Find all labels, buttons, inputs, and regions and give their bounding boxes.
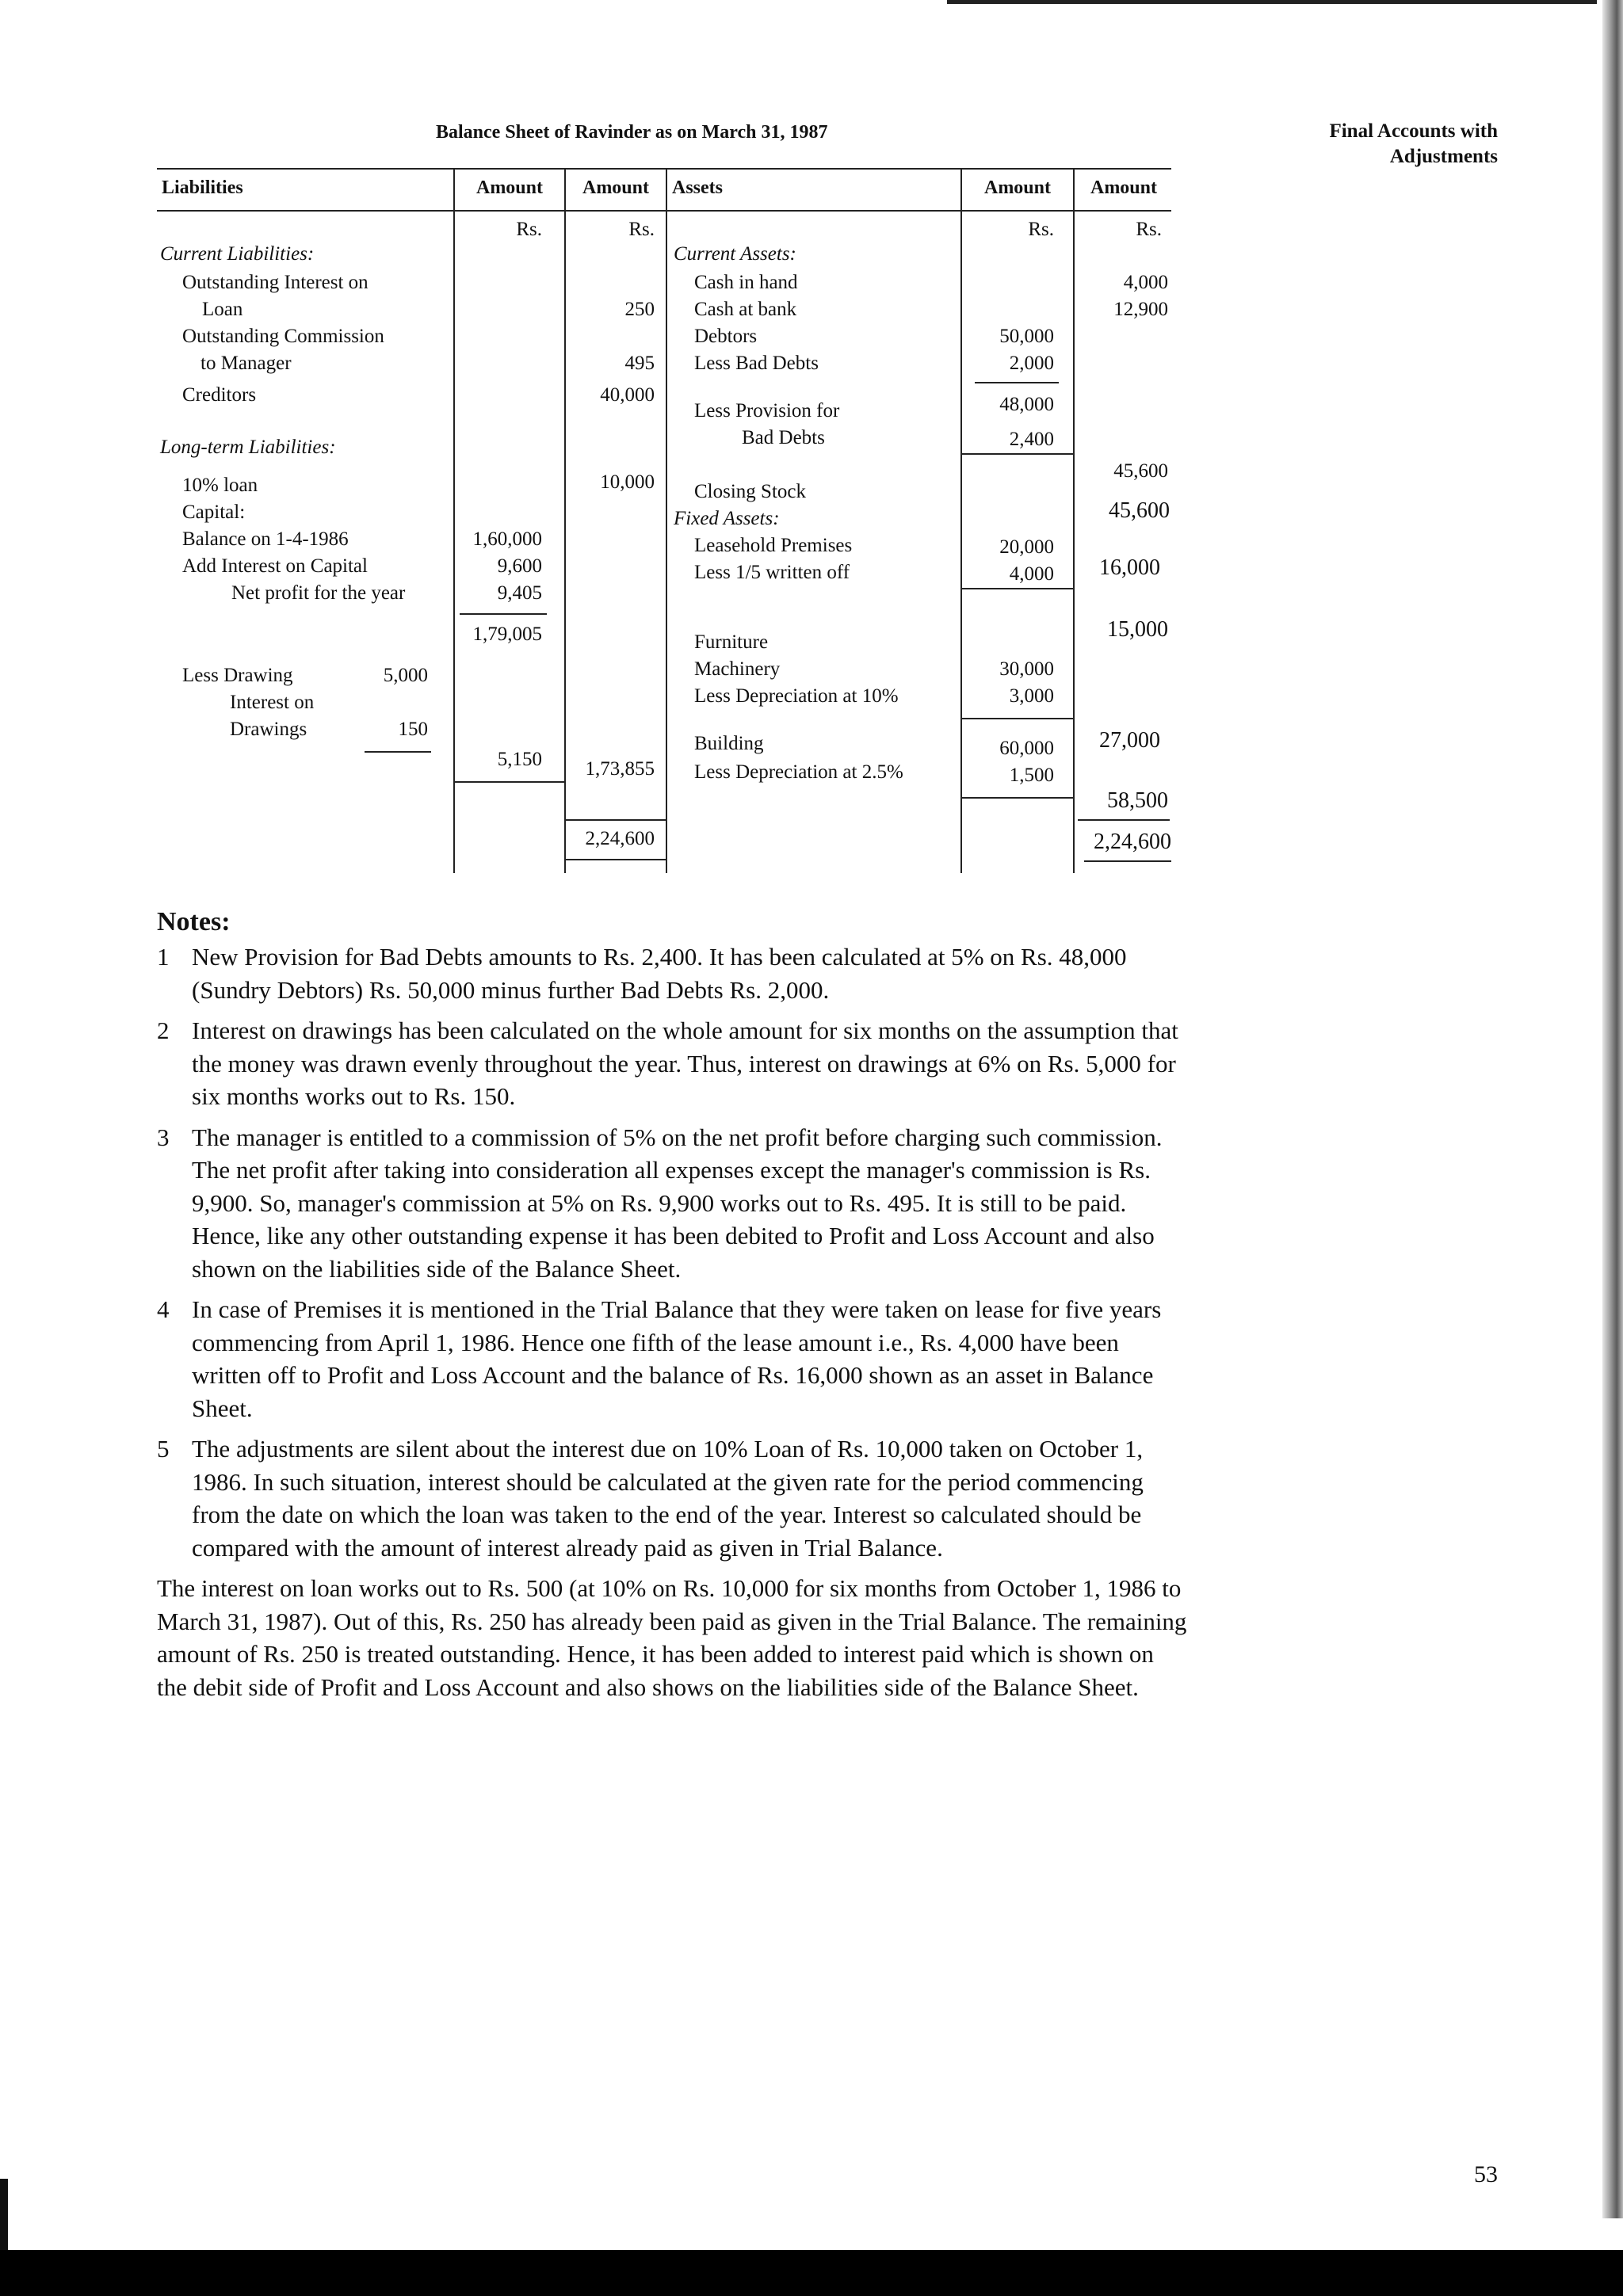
cash-in-hand-label: Cash in hand: [694, 272, 798, 293]
add-interest-amount: 9,600: [497, 555, 542, 577]
furniture-amount: 15,000: [1107, 617, 1168, 642]
note-item: [157, 940, 1187, 1006]
col-divider-3: [666, 168, 667, 873]
furniture-label: Furniture: [694, 631, 769, 653]
less-bad-debts-amount: 2,000: [1009, 353, 1054, 374]
note-item: [157, 1432, 1187, 1564]
closing-stock-label: Closing Stock: [694, 481, 806, 502]
machinery-rule: [962, 718, 1073, 719]
outstanding-interest-label-cont: Loan: [202, 299, 243, 320]
assets-total-top-rule: [1078, 819, 1170, 821]
outstanding-commission-label-cont: to Manager: [200, 353, 292, 374]
less-drawing-label: Less Drawing: [182, 665, 293, 686]
leasehold-net-amount: 16,000: [1099, 555, 1160, 580]
cash-at-bank-label: Cash at bank: [694, 299, 797, 320]
building-amount: 60,000: [999, 738, 1054, 759]
creditors-amount: 40,000: [600, 384, 655, 406]
less-written-off-amount: 4,000: [1009, 563, 1054, 585]
outstanding-interest-label: Outstanding Interest on: [182, 272, 369, 293]
less-drawing-amount: 5,000: [383, 665, 428, 686]
table-header-rule: [157, 210, 1171, 212]
running-header: Final Accounts with Adjustments: [1329, 120, 1498, 167]
cash-at-bank-amount: 12,900: [1113, 299, 1168, 320]
notes-section: [157, 907, 1187, 1703]
notes-heading: Notes:: [157, 907, 231, 936]
machinery-net-amount: 27,000: [1099, 728, 1160, 753]
note-item: [157, 1293, 1187, 1425]
long-term-liabilities-heading: Long-term Liabilities:: [160, 437, 336, 458]
closing-stock-amount: 45,600: [1109, 498, 1170, 523]
debtors-rule: [975, 382, 1059, 383]
capital-label: Capital:: [182, 502, 246, 523]
less-written-off-label: Less 1/5 written off: [694, 562, 850, 583]
note-item: [157, 1121, 1187, 1286]
header-amount-4: Amount: [1090, 177, 1157, 198]
left-scan-edge: [0, 2179, 8, 2250]
note-text: The manager is entitled to a commission of 5% on the net profit before charging such commission. The net profit after taking into consideration all expenses except the manager's commission is Rs. 9,900. So, manager's commission at 5% on Rs. 9,900 works out to Rs. 495. It is still to be paid. Hence, like any other outstanding expense it has been debited to Profit and Loss Account and also shown on the liabilities side of the Balance Sheet.: [192, 1123, 1163, 1283]
fixed-assets-heading: Fixed Assets:: [674, 508, 780, 529]
leasehold-rule: [962, 588, 1073, 589]
less-provision-amount: 2,400: [1009, 429, 1054, 450]
interest-on-drawings-label-cont: Drawings: [230, 719, 307, 740]
drawings-rule: [365, 751, 431, 753]
less-depreciation-25-amount: 1,500: [1009, 765, 1054, 786]
add-interest-label: Add Interest on Capital: [182, 555, 368, 577]
currency-label: Rs.: [516, 219, 542, 240]
less-provision-label-cont: Bad Debts: [742, 427, 825, 448]
net-profit-label: Net profit for the year: [231, 582, 406, 604]
currency-label: Rs.: [1136, 219, 1162, 240]
interest-on-drawings-amount: 150: [398, 719, 428, 740]
loan-label: 10% loan: [182, 475, 258, 496]
outstanding-commission-amount: 495: [624, 353, 655, 374]
header-assets: Assets: [672, 177, 723, 198]
leasehold-premises-label: Leasehold Premises: [694, 535, 853, 556]
less-depreciation-10-amount: 3,000: [1009, 685, 1054, 707]
liabilities-total-bottom-rule: [566, 859, 666, 860]
deduction-rule: [455, 781, 564, 783]
note-number: 3: [157, 1123, 170, 1151]
outstanding-commission-label: Outstanding Commission: [182, 326, 384, 347]
current-assets-heading: Current Assets:: [674, 243, 796, 265]
building-rule: [962, 797, 1073, 799]
creditors-label: Creditors: [182, 384, 257, 406]
provision-rule: [962, 453, 1073, 455]
leasehold-premises-amount: 20,000: [999, 536, 1054, 558]
less-depreciation-25-label: Less Depreciation at 2.5%: [694, 761, 903, 783]
note-number: 1: [157, 943, 170, 971]
bottom-scan-bar: [0, 2250, 1623, 2296]
notes-closing-paragraph: The interest on loan works out to Rs. 500 (at 10% on Rs. 10,000 for six months from October 1, 1986 to March 31, 1987). Out of this, Rs. 250 has already been paid as given in the Trial Balance. The remaining amount of Rs. 250 is treated outstanding. Hence, it has been added to interest paid which is shown on the debit side of Profit and Loss Account and also shows on the liabilities side of the Balance Sheet.: [157, 1574, 1187, 1701]
header-amount-1: Amount: [475, 177, 543, 198]
debtors-amount: 50,000: [999, 326, 1054, 347]
top-rule: [947, 0, 1597, 4]
note-number: 2: [157, 1016, 170, 1044]
liabilities-total: 2,24,600: [585, 828, 655, 849]
interest-on-drawings-label: Interest on: [230, 692, 315, 713]
current-liabilities-heading: Current Liabilities:: [160, 243, 315, 265]
currency-label: Rs.: [628, 219, 655, 240]
deduction-total: 5,150: [497, 749, 542, 770]
building-net-amount: 58,500: [1107, 788, 1168, 813]
assets-total-bottom-rule: [1084, 860, 1171, 862]
note-text: In case of Premises it is mentioned in the Trial Balance that they were taken on lease for five years commencing from April 1, 1986. Hence one fifth of the lease amount i.e., Rs. 4,000 have been written off to Profit and Loss Account and the balance of Rs. 16,000 shown as an asset in Balance Sheet.: [192, 1295, 1162, 1422]
capital-balance-label: Balance on 1-4-1986: [182, 528, 349, 550]
debtors-label: Debtors: [694, 326, 758, 347]
table-top-rule: [157, 168, 1171, 170]
note-number: 4: [157, 1295, 170, 1323]
capital-subtotal: 1,79,005: [472, 624, 542, 645]
note-item: [157, 1014, 1187, 1113]
page-number: 53: [1474, 2161, 1498, 2187]
less-provision-label: Less Provision for: [694, 400, 840, 421]
debtors-net-amount: 48,000: [999, 394, 1054, 415]
less-bad-debts-label: Less Bad Debts: [694, 353, 819, 374]
less-depreciation-10-label: Less Depreciation at 10%: [694, 685, 899, 707]
header-liabilities: Liabilities: [162, 177, 243, 198]
capital-net-amount: 1,73,855: [585, 758, 655, 780]
machinery-amount: 30,000: [999, 658, 1054, 680]
header-amount-2: Amount: [582, 177, 649, 198]
building-label: Building: [694, 733, 764, 754]
loan-amount: 10,000: [600, 471, 655, 493]
note-text: The adjustments are silent about the interest due on 10% Loan of Rs. 10,000 taken on October 1, 1986. In such situation, interest should be calculated at the given rate for the period commencing from the date on which the loan was taken to the end of the year. Interest so calculated should be compared with the amount of interest already paid as given in Trial Balance.: [192, 1435, 1144, 1562]
header-amount-3: Amount: [983, 177, 1051, 198]
note-text: New Provision for Bad Debts amounts to Rs. 2,400. It has been calculated at 5% on Rs. 48,000 (Sundry Debtors) Rs. 50,000 minus further Bad Debts Rs. 2,000.: [192, 943, 1127, 1004]
currency-label: Rs.: [1028, 219, 1054, 240]
net-profit-amount: 9,405: [497, 582, 542, 604]
subtotal-rule: [460, 613, 547, 615]
liabilities-total-top-rule: [566, 819, 666, 821]
balance-sheet-title: Balance Sheet of Ravinder as on March 31, 1987: [436, 122, 828, 143]
machinery-label: Machinery: [694, 658, 781, 680]
note-number: 5: [157, 1435, 170, 1463]
outstanding-interest-amount: 250: [624, 299, 655, 320]
capital-balance-amount: 1,60,000: [472, 528, 542, 550]
debtors-final-amount: 45,600: [1113, 460, 1168, 482]
note-text: Interest on drawings has been calculated on the whole amount for six months on the assumption that the money was drawn evenly throughout the year. Thus, interest on drawings at 6% on Rs. 5,000 for six months works out to Rs. 150.: [192, 1016, 1178, 1110]
page-edge-shadow: [1602, 0, 1623, 2218]
assets-total: 2,24,600: [1094, 830, 1171, 854]
cash-in-hand-amount: 4,000: [1123, 272, 1168, 293]
